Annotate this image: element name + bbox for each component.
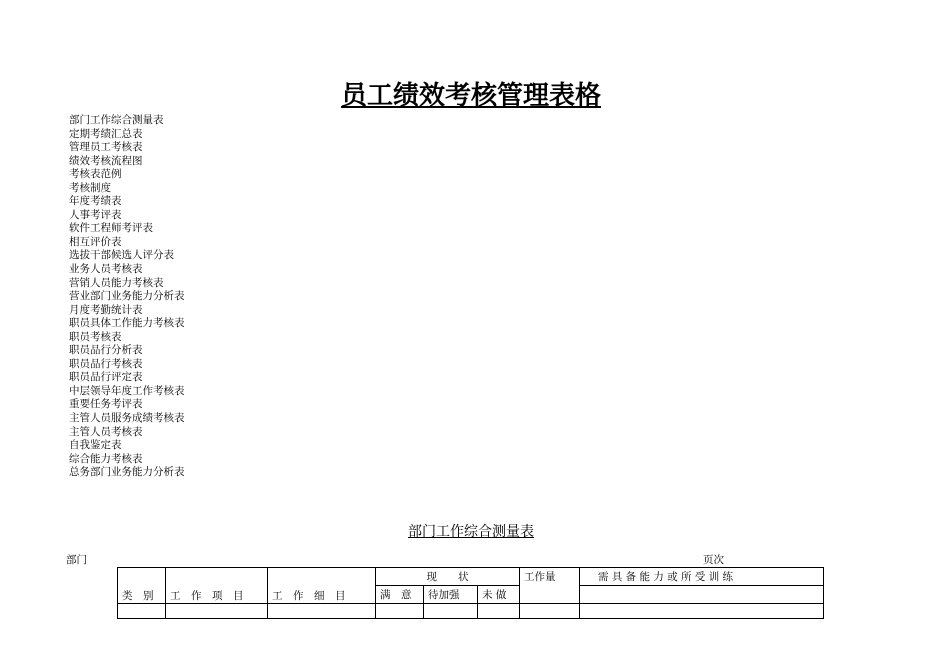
toc-item[interactable]: 主管人员考核表: [69, 425, 143, 438]
department-label: 部门: [66, 554, 87, 566]
toc-item[interactable]: 管理员工考核表: [69, 141, 143, 154]
toc-item[interactable]: 主管人员服务成绩考核表: [69, 412, 185, 425]
table-cell[interactable]: [520, 604, 580, 619]
toc-item[interactable]: 职员考核表: [69, 330, 122, 343]
toc-item[interactable]: 考核制度: [69, 181, 111, 194]
document-title: 员工绩效考核管理表格: [340, 81, 601, 111]
training-cell: [580, 586, 824, 604]
table-cell[interactable]: [580, 604, 824, 619]
toc-item[interactable]: 人事考评表: [69, 208, 122, 221]
toc-item[interactable]: 软件工程师考评表: [69, 222, 153, 235]
toc-item[interactable]: 定期考绩汇总表: [69, 127, 143, 140]
toc-item[interactable]: 职员品行分析表: [69, 344, 143, 357]
toc-item[interactable]: 营业部门业务能力分析表: [69, 290, 185, 303]
toc-item[interactable]: 职员品行考核表: [69, 357, 143, 370]
page-number-label: 页次: [703, 554, 724, 566]
header-status: 现 状: [376, 568, 520, 586]
table-cell[interactable]: [376, 604, 424, 619]
table-of-contents: [69, 114, 185, 480]
toc-item[interactable]: 考核表范例: [69, 168, 122, 181]
table-row: [118, 604, 824, 619]
table-cell[interactable]: [118, 604, 166, 619]
header-satisfied: 满 意: [376, 586, 424, 604]
header-work-detail: 工 作 细 目: [268, 568, 376, 604]
table-cell[interactable]: [268, 604, 376, 619]
toc-item[interactable]: 自我鉴定表: [69, 439, 122, 452]
toc-item[interactable]: 选拔干部候选人评分表: [69, 249, 174, 262]
table-cell[interactable]: [424, 604, 478, 619]
table-cell[interactable]: [166, 604, 268, 619]
header-not-done: 未 做: [478, 586, 520, 604]
section-title: 部门工作综合测量表: [408, 524, 534, 540]
toc-item[interactable]: 职员具体工作能力考核表: [69, 317, 185, 330]
header-workload: 工作量: [520, 568, 580, 586]
toc-item[interactable]: 业务人员考核表: [69, 263, 143, 276]
toc-item[interactable]: 职员品行评定表: [69, 371, 143, 384]
toc-item[interactable]: 相互评价表: [69, 235, 122, 248]
toc-item[interactable]: 营销人员能力考核表: [69, 276, 164, 289]
toc-item[interactable]: 年度考绩表: [69, 195, 122, 208]
table-header-row: [118, 568, 824, 586]
toc-item[interactable]: 部门工作综合测量表: [69, 114, 164, 126]
measurement-table: [117, 567, 824, 619]
header-to-improve: 待加强: [424, 586, 478, 604]
workload-cell: [520, 586, 580, 604]
table-cell[interactable]: [478, 604, 520, 619]
header-training: 需 具 备 能 力 或 所 受 训 练: [580, 568, 824, 586]
toc-item[interactable]: 中层领导年度工作考核表: [69, 384, 185, 397]
toc-item[interactable]: 月度考勤统计表: [69, 303, 143, 316]
toc-item[interactable]: 综合能力考核表: [69, 452, 143, 465]
toc-item[interactable]: 重要任务考评表: [69, 398, 143, 411]
header-category: 类 别: [118, 568, 166, 604]
toc-item[interactable]: 总务部门业务能力分析表: [69, 466, 185, 479]
toc-item[interactable]: 绩效考核流程图: [69, 154, 143, 167]
header-work-item: 工 作 项 目: [166, 568, 268, 604]
